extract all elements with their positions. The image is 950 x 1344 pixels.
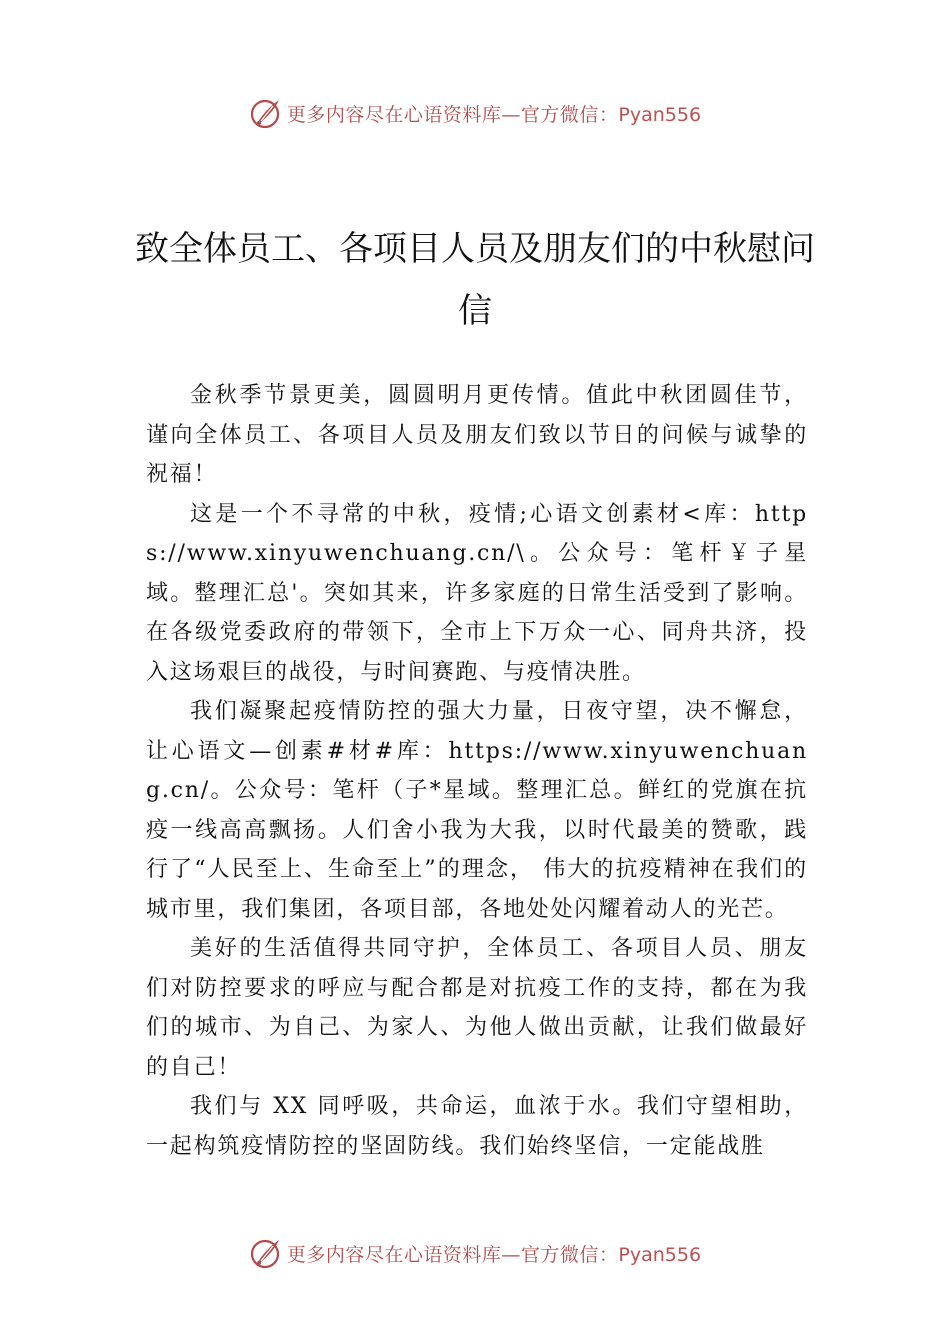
document-title: 致全体员工、各项目人员及朋友们的中秋慰问信 bbox=[135, 229, 815, 331]
paragraph: 金秋季节景更美，圆圆明月更传情。值此中秋团圆佳节，谨向全体员工、各项目人员及朋友们致以节日的问候与诚挚的祝福！ bbox=[146, 383, 808, 487]
paragraph: 这是一个不寻常的中秋，疫情;心语文创素材<库：https://www.xinyuwenchuang.cn/\。公众号：笔杆￥子星域。整理汇总'。突如其来，许多家庭的日常生活受到了影响。在各级党委政府的带领下，全市上下万众一心、同舟共济，投入这场艰巨的战役，与时间赛跑、与疫情决胜。 bbox=[146, 501, 808, 685]
letter-body bbox=[146, 376, 808, 1166]
wechat-handle: Pyan556 bbox=[618, 103, 702, 126]
wechat-handle: Pyan556 bbox=[618, 1243, 702, 1266]
header-banner bbox=[0, 93, 950, 133]
footer-banner bbox=[0, 1233, 950, 1273]
quill-pen-logo-icon bbox=[249, 1236, 283, 1270]
promo-text: 更多内容尽在心语资料库—官方微信：Pyan556 bbox=[286, 1243, 702, 1266]
paragraph: 我们凝聚起疫情防控的强大力量，日夜守望，决不懈怠， 让心语文—创素#材#库：https://www.xinyuwenchuang.cn/。公众号：笔杆（子*星域。整理汇总。鲜红的党旗在抗疫一线高高飘扬。人们舍小我为大我，以时代最美的赞歌，践行了“人民至上、生命至上”的理念， 伟大的抗疫精神在我们的城市里，我们集团，各项目部，各地处处闪耀着动人的光芒。 bbox=[146, 699, 808, 922]
paragraph: 我们与 XX 同呼吸，共命运，血浓于水。我们守望相助，一起构筑疫情防控的坚固防线。我们始终坚信，一定能战胜 bbox=[146, 1094, 808, 1159]
paragraph: 美好的生活值得共同守护，全体员工、各项目人员、朋友们对防控要求的呼应与配合都是对抗疫工作的支持，都在为我们的城市、为自己、为家人、为他人做出贡献，让我们做最好的自己！ bbox=[146, 936, 808, 1080]
quill-pen-logo-icon bbox=[249, 96, 283, 130]
promo-text: 更多内容尽在心语资料库—官方微信：Pyan556 bbox=[286, 103, 702, 126]
